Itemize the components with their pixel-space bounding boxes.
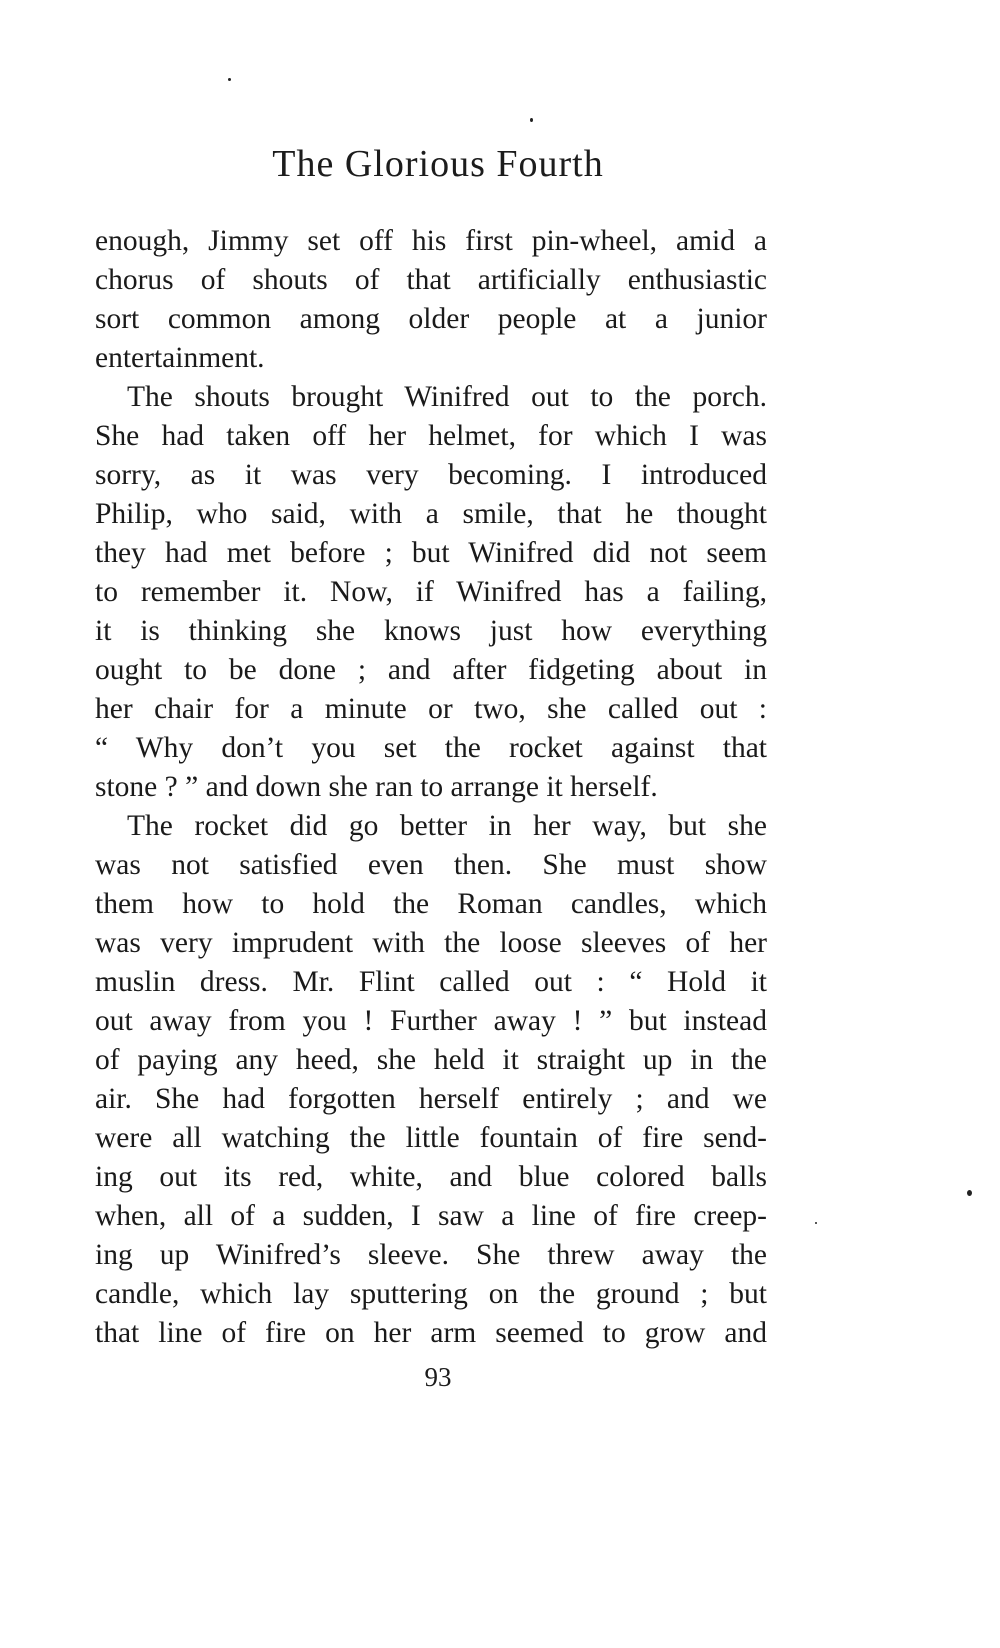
scan-speck <box>530 118 533 122</box>
text-line: to remember it. Now, if Winifred has a failing, <box>95 576 767 608</box>
text-line: ought to be done ; and after fidgeting about in <box>95 654 767 686</box>
text-line: “ Why don’t you set the rocket against that <box>95 732 767 764</box>
text-line: when, all of a sudden, I saw a line of fire creep- <box>95 1200 767 1232</box>
text-line: ing up Winifred’s sleeve. She threw away the <box>95 1239 767 1271</box>
text-line: out away from you ! Further away ! ” but instead <box>95 1005 767 1037</box>
running-head: The Glorious Fourth <box>272 143 604 185</box>
text-line: ing out its red, white, and blue colored balls <box>95 1161 767 1193</box>
paragraph-3 <box>95 807 767 1353</box>
text-line: enough, Jimmy set off his first pin-wheel, amid a <box>95 225 767 257</box>
text-line: She had taken off her helmet, for which I was <box>95 420 767 452</box>
text-line: them how to hold the Roman candles, which <box>95 888 767 920</box>
text-line: air. She had forgotten herself entirely ; and we <box>95 1083 767 1115</box>
text-line: of paying any heed, she held it straight up in the <box>95 1044 767 1076</box>
text-line: entertainment. <box>95 342 265 374</box>
text-line: was very imprudent with the loose sleeves of her <box>95 927 767 959</box>
body-text <box>95 222 767 1353</box>
text-line: that line of fire on her arm seemed to grow and <box>95 1317 767 1349</box>
scan-speck <box>967 1190 972 1196</box>
text-line: they had met before ; but Winifred did not seem <box>95 537 767 569</box>
paragraph-2 <box>95 378 767 807</box>
text-line: The rocket did go better in her way, but she <box>127 810 767 842</box>
scan-speck <box>815 1222 817 1224</box>
text-line: it is thinking she knows just how everything <box>95 615 767 647</box>
text-line: candle, which lay sputtering on the ground ; but <box>95 1278 767 1310</box>
text-line: was not satisfied even then. She must show <box>95 849 767 881</box>
scan-speck <box>228 78 231 81</box>
text-line: her chair for a minute or two, she called out : <box>95 693 767 725</box>
text-line: sorry, as it was very becoming. I introduced <box>95 459 767 491</box>
text-line: muslin dress. Mr. Flint called out : “ Hold it <box>95 966 767 998</box>
text-line: stone ? ” and down she ran to arrange it herself. <box>95 771 658 803</box>
text-line: chorus of shouts of that artificially enthusiastic <box>95 264 767 296</box>
paragraph-1 <box>95 222 767 378</box>
text-line: The shouts brought Winifred out to the porch. <box>127 381 767 413</box>
page-number: 93 <box>424 1362 452 1392</box>
text-line: sort common among older people at a junior <box>95 303 767 335</box>
text-line: were all watching the little fountain of fire send- <box>95 1122 767 1154</box>
text-line: Philip, who said, with a smile, that he thought <box>95 498 767 530</box>
